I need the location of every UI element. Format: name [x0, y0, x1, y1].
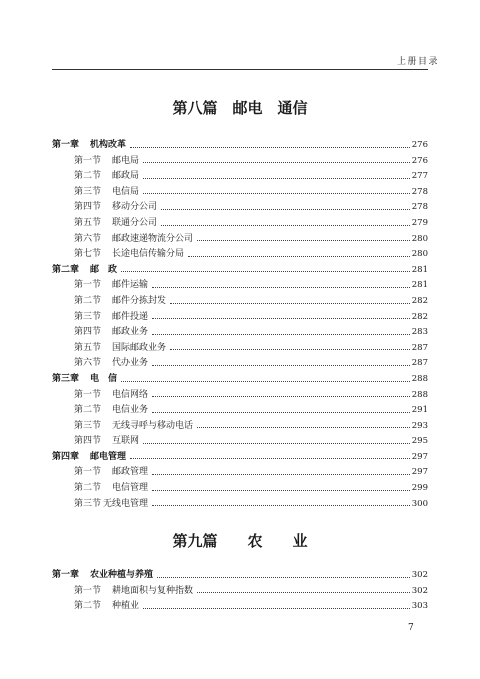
entry-page-number: 302	[411, 585, 428, 596]
entry-number: 第一节	[74, 280, 102, 291]
dot-leader	[130, 458, 410, 459]
entry-page-number: 277	[411, 171, 428, 182]
dot-leader	[152, 490, 410, 491]
entry-number: 第四节	[74, 436, 102, 447]
entry-number: 第二节	[74, 171, 102, 182]
toc-section-entry[interactable]	[52, 185, 428, 201]
entry-title: 电 信	[90, 373, 118, 384]
entry-number: 第一节	[74, 389, 102, 400]
entry-title: 互联网	[112, 436, 140, 447]
toc-section-entry[interactable]	[52, 247, 428, 263]
entry-number: 第四章	[52, 451, 80, 462]
entry-page-number: 278	[411, 202, 428, 213]
entry-page-number: 295	[411, 436, 428, 447]
entry-page-number: 281	[411, 280, 428, 291]
entry-page-number: 276	[411, 155, 428, 166]
entry-number: 第一节	[74, 585, 102, 596]
toc-section-entry[interactable]	[52, 200, 428, 216]
entry-title: 国际邮政业务	[112, 342, 167, 353]
entry-title: 长途电信传输分局	[112, 249, 185, 260]
dot-leader	[130, 147, 410, 148]
entry-title: 机构改革	[90, 140, 127, 150]
entry-page-number: 287	[411, 342, 428, 353]
entry-title: 邮政局	[112, 171, 140, 182]
entry-page-number: 303	[411, 601, 428, 612]
entry-page-number: 282	[411, 295, 428, 306]
dot-leader	[161, 225, 410, 226]
dot-leader	[143, 608, 410, 609]
dot-leader	[152, 412, 410, 413]
entry-number: 第二节	[74, 295, 102, 306]
entry-title: 邮件分拣封发	[112, 295, 167, 306]
part-title: 第九篇 农 业	[172, 532, 308, 550]
entry-number: 第四节	[74, 327, 102, 338]
entry-title: 联通分公司	[112, 217, 158, 228]
toc-section-entry[interactable]	[52, 278, 428, 294]
entry-page-number: 288	[411, 373, 428, 384]
entry-title: 邮电管理	[90, 451, 127, 462]
entry-title: 电信管理	[112, 483, 149, 494]
entry-number: 第六节	[74, 358, 102, 369]
entry-title: 无线电管理	[103, 498, 149, 509]
toc-chapter-entry[interactable]	[52, 138, 428, 154]
entry-number: 第三章	[52, 373, 80, 384]
dot-leader	[197, 240, 410, 241]
toc-section-entry[interactable]	[52, 465, 428, 481]
dot-leader	[152, 365, 410, 366]
entry-title: 邮政速递物流分公司	[112, 233, 194, 244]
dot-leader	[143, 193, 410, 194]
entry-number: 第二章	[52, 264, 80, 275]
entry-page-number: 276	[411, 140, 428, 150]
toc-section-entry[interactable]	[52, 584, 428, 600]
dot-leader	[143, 443, 410, 444]
dot-leader	[197, 427, 410, 428]
dot-leader	[152, 334, 410, 335]
entry-title: 邮电局	[112, 155, 140, 166]
entry-title: 邮件投递	[112, 311, 149, 322]
toc-section-entry[interactable]	[52, 481, 428, 497]
dot-leader	[143, 162, 410, 163]
dot-leader	[121, 381, 410, 382]
toc-section-entry[interactable]	[52, 497, 428, 513]
dot-leader	[152, 318, 410, 319]
entry-number: 第一节	[74, 467, 102, 478]
toc-section-entry[interactable]	[52, 232, 428, 248]
dot-leader	[152, 287, 410, 288]
toc-section-entry[interactable]	[52, 599, 428, 615]
entry-title: 邮 政	[90, 264, 118, 275]
header-rule	[52, 69, 428, 70]
entry-number: 第四节	[74, 202, 102, 213]
entry-number: 第三节	[74, 186, 102, 197]
entry-number: 第二节	[74, 483, 102, 494]
entry-title: 邮件运输	[112, 280, 149, 291]
entry-title: 耕地面积与复种指数	[112, 585, 194, 596]
entry-number: 第六节	[74, 233, 102, 244]
page-number: 7	[408, 623, 414, 633]
entry-page-number: 280	[411, 233, 428, 244]
entry-page-number: 291	[411, 405, 428, 416]
entry-page-number: 299	[411, 483, 428, 494]
entry-number: 第三节	[74, 311, 102, 322]
toc-section-entry[interactable]	[52, 388, 428, 404]
entry-title: 种植业	[112, 601, 140, 612]
toc-chapter-entry[interactable]	[52, 263, 428, 279]
dot-leader	[143, 178, 410, 179]
dot-leader	[170, 349, 410, 350]
entry-page-number: 293	[411, 420, 428, 431]
entry-page-number: 288	[411, 389, 428, 400]
entry-number: 第五节	[74, 342, 102, 353]
toc-section-entry[interactable]	[52, 403, 428, 419]
entry-title: 无线寻呼与移动电话	[112, 420, 194, 431]
entry-title: 电信局	[112, 186, 140, 197]
dot-leader	[152, 396, 410, 397]
entry-number: 第二节	[74, 405, 102, 416]
entry-title: 农业种植与养殖	[90, 570, 154, 580]
entry-number: 第二节	[74, 601, 102, 612]
entry-number: 第三节	[74, 420, 102, 431]
dot-leader	[121, 271, 410, 272]
entry-page-number: 287	[411, 358, 428, 369]
dot-leader	[152, 505, 410, 506]
entry-page-number: 279	[411, 217, 428, 228]
entry-number: 第五节	[74, 217, 102, 228]
entry-page-number: 297	[411, 451, 428, 462]
entry-title: 电信网络	[112, 389, 149, 400]
entry-title: 电信业务	[112, 405, 149, 416]
dot-leader	[161, 209, 410, 210]
toc-list	[52, 138, 428, 512]
toc-chapter-entry[interactable]	[52, 450, 428, 466]
entry-title: 邮政业务	[112, 327, 149, 338]
toc-chapter-entry[interactable]	[52, 372, 428, 388]
entry-page-number: 297	[411, 467, 428, 478]
toc-chapter-entry[interactable]	[52, 568, 428, 584]
entry-page-number: 278	[411, 186, 428, 197]
entry-page-number: 300	[411, 498, 428, 509]
entry-page-number: 302	[411, 570, 428, 580]
entry-page-number: 281	[411, 264, 428, 275]
entry-page-number: 283	[411, 327, 428, 338]
toc-section-entry[interactable]	[52, 294, 428, 310]
toc-section-entry[interactable]	[52, 216, 428, 232]
entry-number: 第一章	[52, 570, 80, 580]
part-title: 第八篇 邮电 通信	[172, 99, 308, 117]
entry-title: 邮政管理	[112, 467, 149, 478]
entry-title: 移动分公司	[112, 202, 158, 213]
dot-leader	[157, 577, 410, 578]
dot-leader	[152, 474, 410, 475]
running-head: 上册目录	[397, 57, 440, 67]
entry-title: 代办业务	[112, 358, 149, 369]
entry-number: 第一章	[52, 140, 80, 150]
entry-number: 第七节	[74, 249, 102, 260]
entry-number: 第一节	[74, 155, 102, 166]
dot-leader	[188, 256, 410, 257]
toc-section-entry[interactable]	[52, 310, 428, 326]
entry-page-number: 282	[411, 311, 428, 322]
toc-section-entry[interactable]	[52, 154, 428, 170]
entry-number: 第三节	[74, 498, 102, 509]
toc-list	[52, 568, 428, 615]
dot-leader	[170, 303, 410, 304]
entry-page-number: 280	[411, 249, 428, 260]
toc-section-entry[interactable]	[52, 356, 428, 372]
toc-section-entry[interactable]	[52, 169, 428, 185]
toc-section-entry[interactable]	[52, 419, 428, 435]
toc-section-entry[interactable]	[52, 434, 428, 450]
toc-section-entry[interactable]	[52, 341, 428, 357]
dot-leader	[197, 592, 410, 593]
toc-section-entry[interactable]	[52, 325, 428, 341]
